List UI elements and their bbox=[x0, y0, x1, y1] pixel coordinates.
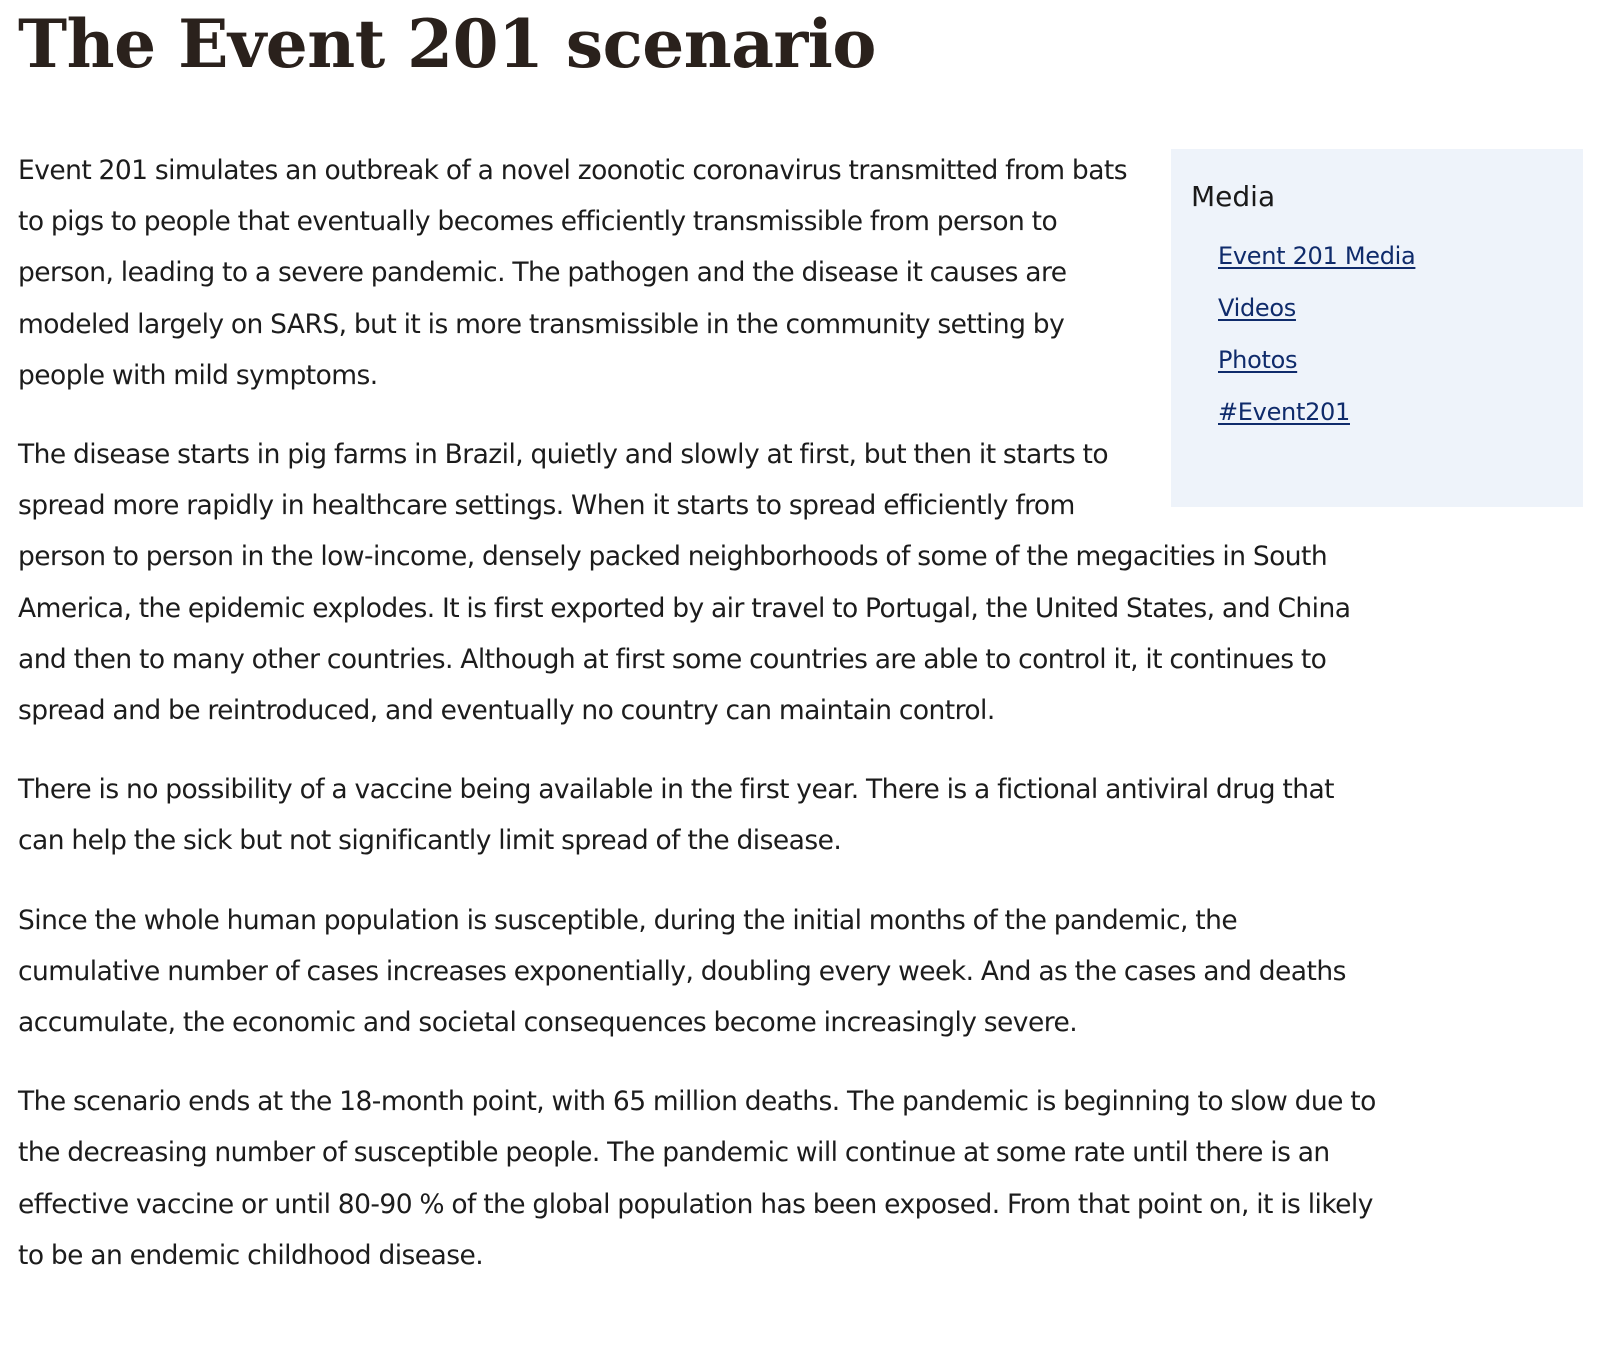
paragraph-outbreak-overview: Event 201 simulates an outbreak of a novel zoonotic coronavirus transmitted from bats to pigs to people that eventually becomes efficiently transmissible from person to person, leading to a severe pandemic. The pathogen and the disease it causes are modeled largely on SARS, but it is more transmissible in the community setting by people with mild symptoms. bbox=[18, 155, 1127, 391]
videos-link[interactable]: Videos bbox=[1218, 294, 1296, 322]
media-heading: Media bbox=[1191, 180, 1276, 213]
paragraph-vaccine-availability: There is no possibility of a vaccine being available in the first year. There is a fictional antiviral drug that can help the sick but not significantly limit spread of the disease. bbox=[18, 774, 1334, 857]
article-body bbox=[18, 145, 1416, 1309]
media-sidebar bbox=[1171, 149, 1583, 507]
event201-hashtag-link[interactable]: #Event201 bbox=[1218, 398, 1350, 426]
paragraph-disease-spread: The disease starts in pig farms in Brazil, quietly and slowly at first, but then it starts to spread more rapidly in healthcare settings. When it starts to spread efficiently from person to person in the low-income, densely packed neighborhoods of some of the megacities in South America, the epidemic explodes. It is first exported by air travel to Portugal, the United States, and China and then to many other countries. Although at first some countries are able to control it, it continues to spread and be reintroduced, and eventually no country can maintain control. bbox=[18, 439, 1351, 727]
photos-link[interactable]: Photos bbox=[1218, 346, 1298, 374]
event-201-media-link[interactable]: Event 201 Media bbox=[1218, 242, 1416, 270]
media-links-list bbox=[1191, 241, 1583, 449]
page-title: The Event 201 scenario bbox=[18, 5, 876, 83]
paragraph-population-susceptibility: Since the whole human population is susceptible, during the initial months of the pandemic, the cumulative number of cases increases exponentially, doubling every week. And as the cases and deaths accumulate, the economic and societal consequences become increasingly severe. bbox=[18, 904, 1346, 1039]
media-link-item bbox=[1218, 241, 1583, 293]
paragraph-scenario-end: The scenario ends at the 18-month point, with 65 million deaths. The pandemic is beginning to slow due to the decreasing number of susceptible people. The pandemic will continue at some rate until there is an effective vaccine or until 80-90 % of the global population has been exposed. From that point on, it is likely to be an endemic childhood disease. bbox=[18, 1086, 1376, 1271]
media-link-item bbox=[1218, 345, 1583, 397]
media-link-item bbox=[1218, 293, 1583, 345]
media-link-item bbox=[1218, 397, 1583, 449]
